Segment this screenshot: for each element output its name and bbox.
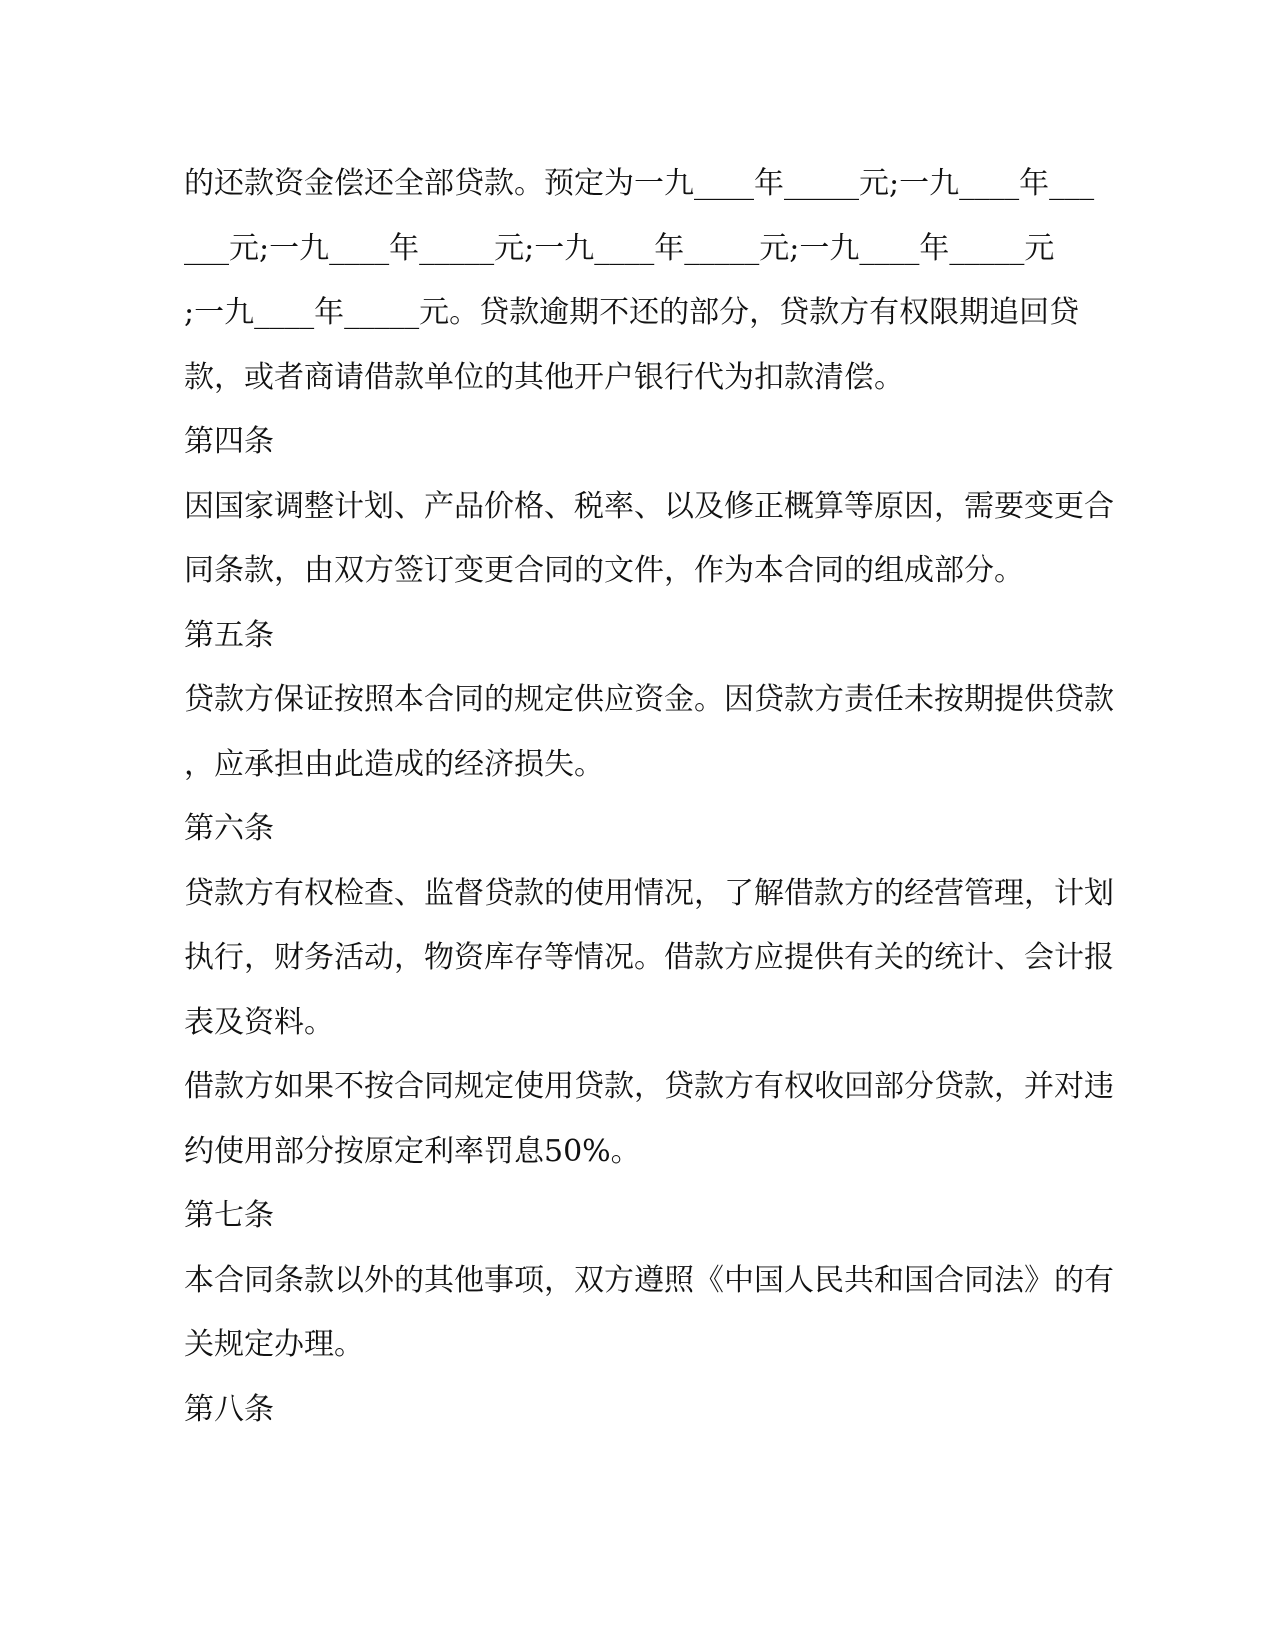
text-line: ，应承担由此造成的经济损失。 [184, 746, 604, 782]
text-line: 同条款，由双方签订变更合同的文件，作为本合同的组成部分。 [184, 553, 1024, 588]
text-line: 执行，财务活动，物资库存等情况。借款方应提供有关的统计、会计报 [184, 940, 1114, 975]
text-line: 贷款方有权检查、监督贷款的使用情况，了解借款方的经营管理，计划 [184, 875, 1114, 911]
text-line: 贷款方保证按照本合同的规定供应资金。因贷款方责任未按期提供贷款 [184, 682, 1114, 717]
text-line: ;一九____年_____元。贷款逾期不还的部分，贷款方有权限期追回贷 [184, 295, 1080, 330]
article-heading-6: 第六条 [184, 811, 274, 846]
text-line: 约使用部分按原定利率罚息50%。 [184, 1133, 641, 1169]
text-line: 因国家调整计划、产品价格、税率、以及修正概算等原因，需要变更合 [184, 488, 1114, 524]
article-heading-5: 第五条 [184, 617, 274, 653]
text-line: 关规定办理。 [184, 1327, 364, 1362]
text-line: 款，或者商请借款单位的其他开户银行代为扣款清偿。 [184, 359, 904, 395]
article-heading-8: 第八条 [184, 1391, 274, 1427]
text-line: 借款方如果不按合同规定使用贷款，贷款方有权收回部分贷款，并对违 [184, 1069, 1114, 1104]
text-line: 表及资料。 [184, 1004, 334, 1040]
text-line: ___元;一九____年_____元;一九____年_____元;一九____年_____元 [184, 230, 1055, 266]
document-body [184, 152, 1114, 1442]
article-heading-4: 第四条 [184, 424, 274, 459]
text-line: 的还款资金偿还全部贷款。预定为一九____年_____元;一九____年___ [184, 166, 1095, 201]
text-line: 本合同条款以外的其他事项，双方遵照《中国人民共和国合同法》的有 [184, 1262, 1114, 1298]
article-heading-7: 第七条 [184, 1198, 274, 1233]
